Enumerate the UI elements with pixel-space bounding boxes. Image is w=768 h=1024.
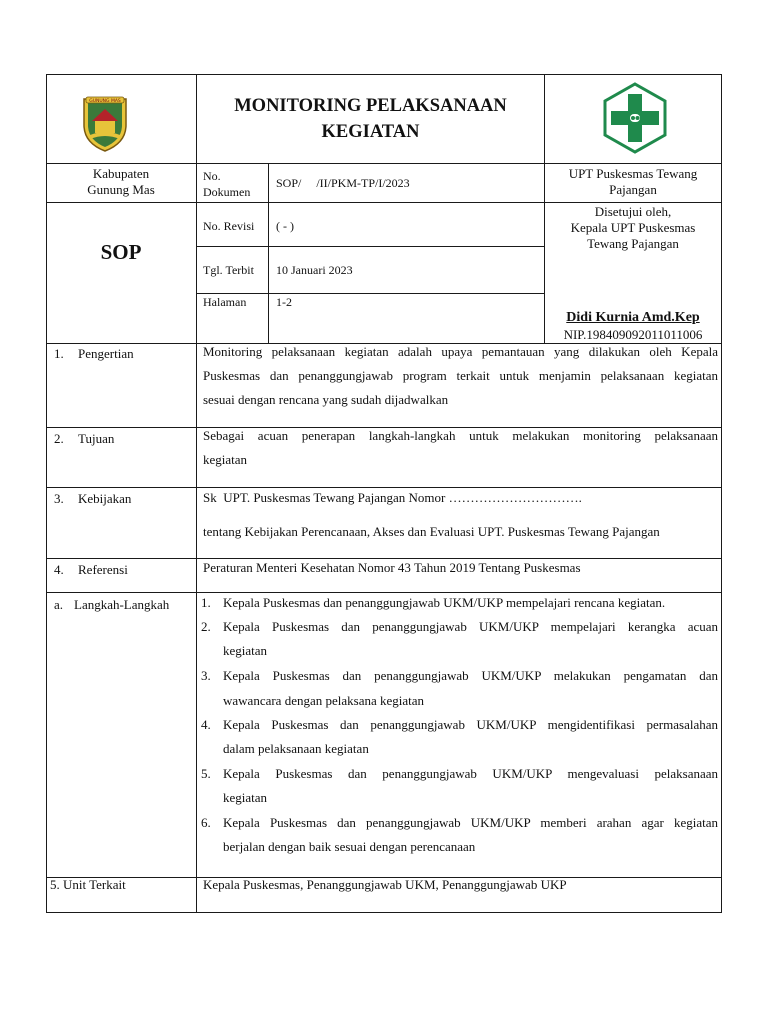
table-line-below-title	[46, 163, 722, 164]
regency-name	[46, 166, 196, 198]
gunung-mas-emblem-logo	[78, 95, 132, 153]
pengertian-label: Pengertian	[78, 346, 134, 361]
table-border-right	[721, 74, 722, 913]
table-border-top	[46, 74, 722, 75]
table-line-below-issue-date	[196, 293, 544, 294]
step-line-1: Kepala Puskesmas dan penanggungjawab UKM/UKP memberi arahan agar kegiatan	[223, 815, 718, 830]
step-line-2: dalam pelaksanaan kegiatan	[223, 741, 369, 756]
puskesmas-logo	[602, 82, 668, 154]
page-value: 1-2	[276, 295, 292, 309]
kebijakan-line-1: Sk UPT. Puskesmas Tewang Pajangan Nomor ………………………….	[203, 490, 582, 505]
table-line-below-tujuan	[46, 487, 722, 488]
kebijakan-line-2: tentang Kebijakan Perencanaan, Akses dan Evaluasi UPT. Puskesmas Tewang Pajangan	[203, 524, 660, 539]
kebijakan-label: Kebijakan	[78, 491, 132, 506]
issue-date-label: Tgl. Terbit	[203, 263, 254, 277]
title-line-1: MONITORING PELAKSANAAN	[234, 96, 507, 116]
title-line-2: KEGIATAN	[321, 122, 420, 142]
organization-name	[544, 166, 722, 198]
doc-number-label	[203, 168, 250, 200]
table-line-below-kebijakan	[46, 558, 722, 559]
step-number: 6.	[201, 815, 211, 830]
emblem-caption: GUNUNG MAS	[89, 99, 121, 104]
doc-number-label-line-2: Dokumen	[203, 185, 251, 199]
table-border-left	[46, 74, 47, 913]
step-number: 3.	[201, 668, 211, 683]
referensi-number: 4.	[54, 562, 64, 577]
step-number: 4.	[201, 717, 211, 732]
organization-line-1: UPT Puskesmas Tewang	[568, 166, 698, 181]
step-line-2: kegiatan	[223, 643, 268, 658]
step-line-2: kegiatan	[223, 790, 268, 805]
signer-name: Didi Kurnia Amd.Kep	[566, 310, 700, 325]
document-title	[197, 93, 544, 145]
table-line-below-doc-no	[46, 202, 722, 203]
tujuan-line-1: Sebagai acuan penerapan langkah-langkah untuk melakukan monitoring pelaksanaan	[203, 428, 718, 443]
approval-line-1: Disetujui oleh,	[594, 204, 672, 219]
doc-number-value: SOP/ /II/PKM-TP/I/2023	[276, 176, 410, 190]
approval-line-3: Tewang Pajangan	[587, 236, 679, 251]
unit-terkait-text: Kepala Puskesmas, Penanggungjawab UKM, Penanggungjawab UKP	[203, 877, 567, 892]
step-line-2: berjalan dengan baik sesuai dengan perencanaan	[223, 839, 476, 854]
step-line-1: Kepala Puskesmas dan penanggungjawab UKM/UKP mengidentifikasi permasalahan	[223, 717, 718, 732]
table-divider-meta-values	[268, 163, 269, 344]
approval-line-2: Kepala UPT Puskesmas	[570, 220, 696, 235]
step-number: 1.	[201, 595, 211, 610]
step-line-1: Kepala Puskesmas dan penanggungjawab UKM/UKP mempelajari rencana kegiatan.	[223, 595, 666, 610]
table-line-below-revision	[196, 246, 544, 247]
revision-label: No. Revisi	[203, 219, 255, 233]
regency-line-1: Kabupaten	[92, 166, 150, 181]
step-number: 5.	[201, 766, 211, 781]
pengertian-line-1: Monitoring pelaksanaan kegiatan adalah upaya pemantauan yang dilakukan oleh Kepala	[203, 344, 718, 359]
sop-label: SOP	[100, 240, 142, 264]
pengertian-line-3: sesuai dengan rencana yang sudah dijadwalkan	[203, 392, 449, 407]
tujuan-number: 2.	[54, 431, 64, 446]
step-line-2: wawancara dengan pelaksana kegiatan	[223, 693, 425, 708]
referensi-label: Referensi	[78, 562, 128, 577]
table-border-bottom	[46, 912, 722, 913]
step-line-1: Kepala Puskesmas dan penanggungjawab UKM/UKP mengevaluasi pelaksanaan	[223, 766, 718, 781]
step-number: 2.	[201, 619, 211, 634]
tujuan-line-2: kegiatan	[203, 452, 248, 467]
referensi-text: Peraturan Menteri Kesehatan Nomor 43 Tahun 2019 Tentang Puskesmas	[203, 560, 581, 575]
pengertian-line-2: Puskesmas dan penanggungjawab program terkait untuk menjamin pelaksanaan kegiatan	[203, 368, 718, 383]
approval-block	[544, 204, 722, 252]
doc-number-label-line-1: No.	[203, 169, 221, 183]
langkah-label: Langkah-Langkah	[74, 597, 170, 612]
step-line-1: Kepala Puskesmas dan penanggungjawab UKM/UKP melakukan pengamatan dan	[223, 668, 718, 683]
signer-nip: NIP.198409092011011006	[563, 327, 703, 342]
step-line-1: Kepala Puskesmas dan penanggungjawab UKM/UKP mempelajari kerangka acuan	[223, 619, 718, 634]
unit-terkait-label: 5. Unit Terkait	[50, 877, 126, 892]
regency-line-2: Gunung Mas	[87, 182, 155, 197]
tujuan-label: Tujuan	[78, 431, 115, 446]
organization-line-2: Pajangan	[609, 182, 657, 197]
pengertian-number: 1.	[54, 346, 64, 361]
langkah-number: a.	[54, 597, 64, 612]
page-label: Halaman	[203, 295, 247, 309]
tujuan-text	[203, 424, 718, 472]
revision-value: ( - )	[276, 219, 294, 233]
kebijakan-number: 3.	[54, 491, 64, 506]
issue-date-value: 10 Januari 2023	[276, 263, 353, 277]
pengertian-text	[203, 340, 718, 412]
table-divider-label-column	[196, 74, 197, 913]
